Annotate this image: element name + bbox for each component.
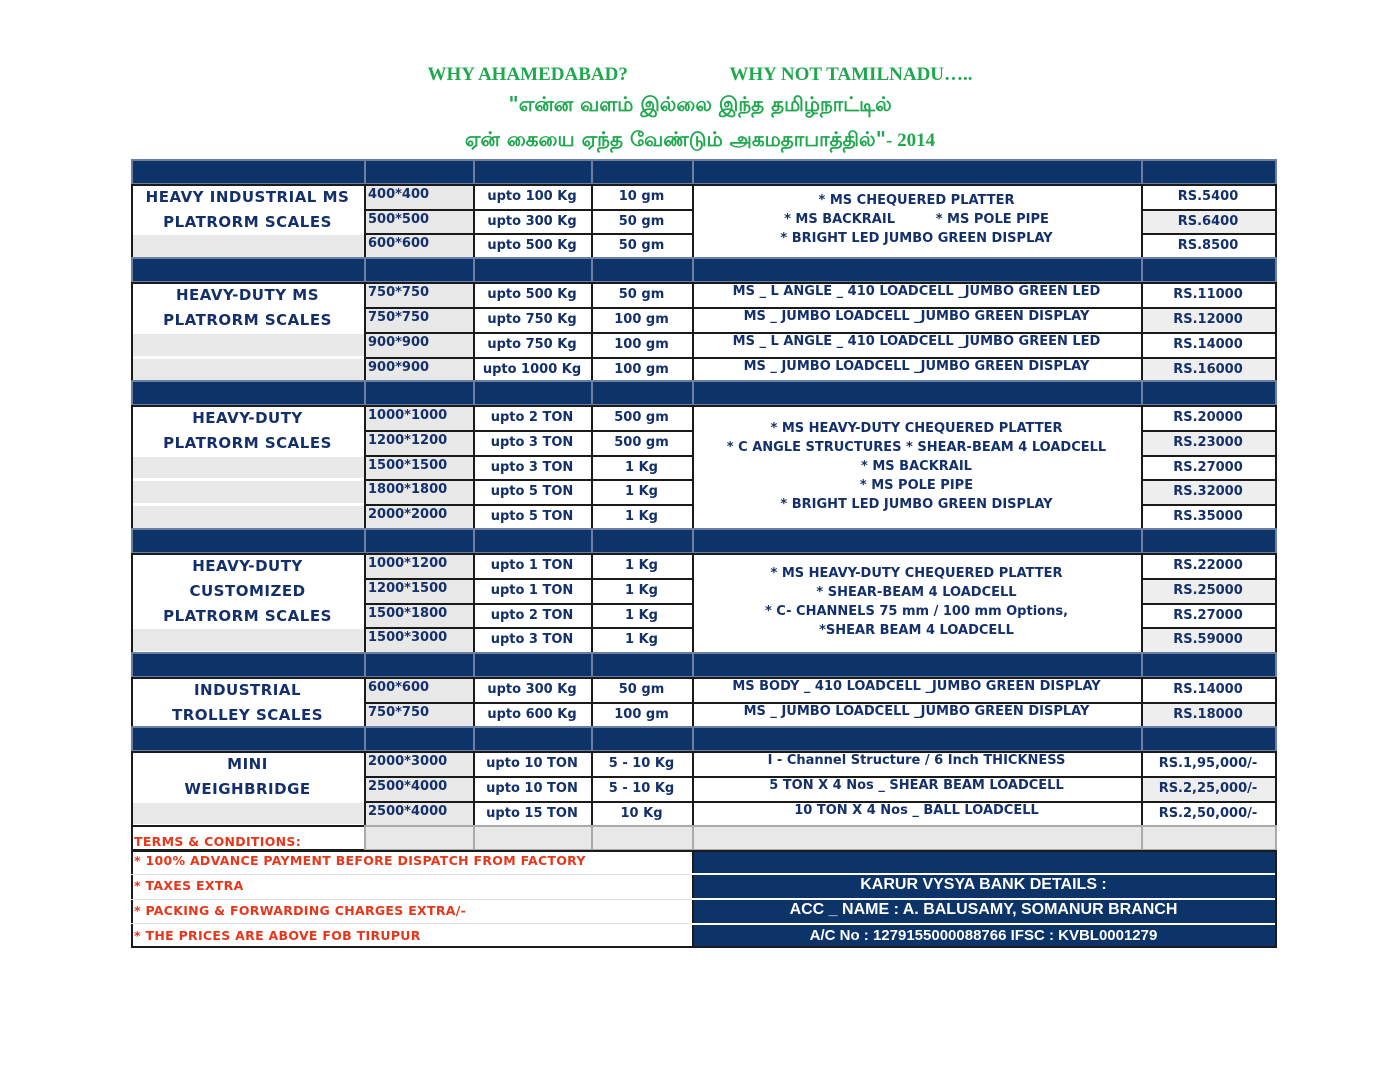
name-filler bbox=[133, 334, 364, 356]
separator-band bbox=[131, 726, 366, 752]
separator-band bbox=[131, 380, 366, 406]
price-value: RS.8500 bbox=[1177, 238, 1239, 253]
separator-band bbox=[1141, 726, 1277, 752]
price-value: RS.6400 bbox=[1177, 213, 1239, 229]
price-value: RS.27000 bbox=[1173, 459, 1243, 475]
capacity-value: upto 15 TON bbox=[486, 805, 578, 821]
feature-value: MS _ L ANGLE _ 410 LOADCELL _JUMBO GREEN LED bbox=[732, 284, 1101, 299]
terms-divider bbox=[131, 899, 692, 900]
accuracy-value: 1 Kg bbox=[625, 484, 658, 500]
feature-line: * MS BACKRAIL * MS POLE PIPE bbox=[784, 212, 1049, 228]
name-filler bbox=[133, 457, 364, 479]
capacity-value: upto 500 Kg bbox=[487, 238, 577, 253]
price-value: RS.25000 bbox=[1173, 582, 1243, 598]
price-value: RS.5400 bbox=[1177, 189, 1239, 204]
feature-line: * C- CHANNELS 75 mm / 100 mm Options, bbox=[764, 603, 1069, 619]
accuracy-value: 1 Kg bbox=[625, 459, 658, 475]
section-name-line: CUSTOMIZED bbox=[189, 581, 306, 600]
separator-band bbox=[692, 726, 1143, 752]
year-label: - 2014 bbox=[886, 130, 936, 151]
header-english bbox=[0, 64, 1400, 86]
separator-band bbox=[591, 257, 694, 283]
size-value: 900*900 bbox=[368, 335, 430, 350]
price-value: RS.11000 bbox=[1173, 287, 1243, 302]
size-value: 1200*1200 bbox=[368, 432, 448, 448]
price-value: RS.22000 bbox=[1173, 558, 1243, 573]
separator-band bbox=[364, 652, 475, 678]
separator-band bbox=[364, 257, 475, 283]
capacity-value: upto 100 Kg bbox=[487, 189, 577, 204]
price-value: RS.27000 bbox=[1173, 607, 1243, 623]
separator-band bbox=[473, 652, 593, 678]
feature-value: MS _ JUMBO LOADCELL _JUMBO GREEN DISPLAY bbox=[743, 359, 1090, 374]
section-name-line: HEAVY-DUTY bbox=[192, 557, 303, 575]
accuracy-value: 1 Kg bbox=[625, 558, 658, 573]
feature-line: * MS BACKRAIL bbox=[861, 458, 972, 474]
capacity-value: upto 300 Kg bbox=[487, 213, 577, 229]
feature-line: * MS HEAVY-DUTY CHEQUERED PLATTER bbox=[770, 420, 1063, 436]
size-value: 2000*2000 bbox=[368, 507, 448, 523]
size-value: 400*400 bbox=[368, 187, 430, 202]
separator-band bbox=[364, 159, 475, 185]
size-value: 1000*1200 bbox=[368, 556, 448, 571]
name-filler bbox=[133, 506, 364, 528]
accuracy-value: 100 gm bbox=[614, 362, 669, 377]
term-4: * THE PRICES ARE ABOVE FOB TIRUPUR bbox=[134, 928, 421, 943]
size-value: 600*600 bbox=[368, 236, 430, 251]
capacity-value: upto 5 TON bbox=[490, 484, 574, 500]
accuracy-value: 100 gm bbox=[614, 312, 669, 327]
section-name-line: HEAVY-DUTY MS bbox=[175, 286, 320, 304]
bank-account-no: A/C No : 1279155000088766 IFSC : KVBL0001279 bbox=[809, 927, 1158, 944]
section-name-line: PLATRORM SCALES bbox=[163, 212, 332, 231]
feature-value: MS BODY _ 410 LOADCELL _JUMBO GREEN DISPLAY bbox=[732, 679, 1101, 694]
accuracy-value: 50 gm bbox=[618, 682, 665, 697]
capacity-value: upto 2 TON bbox=[490, 410, 574, 425]
terms-title: TERMS & CONDITIONS: bbox=[134, 834, 301, 849]
section-name-line: WEIGHBRIDGE bbox=[184, 779, 311, 798]
terms-grey-cell bbox=[473, 825, 593, 851]
separator-band bbox=[1141, 257, 1277, 283]
separator-band bbox=[364, 726, 475, 752]
section-name-line: MINI bbox=[227, 755, 268, 773]
section-name-line: HEAVY-DUTY bbox=[192, 409, 303, 427]
capacity-value: upto 750 Kg bbox=[487, 312, 577, 327]
separator-band bbox=[131, 528, 366, 554]
accuracy-value: 100 gm bbox=[614, 337, 669, 352]
accuracy-value: 1 Kg bbox=[625, 607, 658, 623]
accuracy-value: 500 gm bbox=[614, 410, 669, 425]
price-value: RS.35000 bbox=[1173, 509, 1243, 525]
size-value: 750*750 bbox=[368, 704, 430, 720]
why-ahmedabad: WHY AHAMEDABAD? bbox=[427, 64, 628, 85]
separator-band bbox=[131, 652, 366, 678]
separator-band bbox=[364, 380, 475, 406]
feature-value: MS _ JUMBO LOADCELL _JUMBO GREEN DISPLAY bbox=[743, 309, 1090, 324]
terms-grey-cell bbox=[591, 825, 694, 851]
name-filler bbox=[133, 629, 364, 651]
bank-title: KARUR VYSYA BANK DETAILS : bbox=[860, 876, 1107, 893]
separator-band bbox=[1141, 159, 1277, 185]
price-value: RS.12000 bbox=[1173, 312, 1243, 327]
capacity-value: upto 3 TON bbox=[490, 434, 574, 450]
accuracy-value: 5 - 10 Kg bbox=[608, 756, 675, 771]
separator-band bbox=[591, 380, 694, 406]
feature-line: * MS HEAVY-DUTY CHEQUERED PLATTER bbox=[770, 565, 1063, 581]
accuracy-value: 1 Kg bbox=[625, 582, 658, 598]
capacity-value: upto 10 TON bbox=[486, 780, 578, 796]
price-value: RS.1,95,000/- bbox=[1158, 756, 1258, 771]
section-name-line: INDUSTRIAL bbox=[193, 681, 302, 699]
bank-divider bbox=[692, 898, 1275, 900]
separator-band bbox=[364, 528, 475, 554]
separator-band bbox=[692, 652, 1143, 678]
size-value: 500*500 bbox=[368, 211, 430, 227]
price-value: RS.2,50,000/- bbox=[1158, 805, 1258, 821]
size-value: 2500*4000 bbox=[368, 803, 448, 819]
section-name-line: PLATRORM SCALES bbox=[163, 433, 332, 452]
separator-band bbox=[591, 652, 694, 678]
size-value: 900*900 bbox=[368, 360, 430, 375]
feature-value: 5 TON X 4 Nos _ SHEAR BEAM LOADCELL bbox=[769, 777, 1064, 793]
size-value: 2000*3000 bbox=[368, 754, 448, 769]
terms-grey-cell bbox=[692, 825, 1143, 851]
tamil-line-1: "என்ன வளம் இல்லை இந்த தமிழ்நாட்டில் bbox=[508, 92, 892, 116]
name-filler bbox=[133, 235, 364, 257]
name-filler bbox=[133, 803, 364, 825]
section-name-line: PLATRORM SCALES bbox=[163, 606, 332, 625]
accuracy-value: 1 Kg bbox=[625, 509, 658, 525]
capacity-value: upto 2 TON bbox=[490, 607, 574, 623]
size-value: 1000*1000 bbox=[368, 408, 448, 423]
separator-band bbox=[591, 159, 694, 185]
term-3: * PACKING & FORWARDING CHARGES EXTRA/- bbox=[134, 903, 467, 918]
separator-band bbox=[131, 257, 366, 283]
capacity-value: upto 5 TON bbox=[490, 509, 574, 525]
tamil-line-2 bbox=[0, 127, 1400, 154]
accuracy-value: 5 - 10 Kg bbox=[608, 780, 675, 796]
separator-band bbox=[131, 159, 366, 185]
feature-line: * MS POLE PIPE bbox=[859, 477, 974, 493]
feature-value: MS _ JUMBO LOADCELL _JUMBO GREEN DISPLAY bbox=[743, 703, 1090, 719]
accuracy-value: 10 Kg bbox=[620, 805, 663, 821]
feature-line: * C ANGLE STRUCTURES * SHEAR-BEAM 4 LOADCELL bbox=[726, 439, 1107, 455]
feature-value: I - Channel Structure / 6 Inch THICKNESS bbox=[767, 753, 1066, 768]
term-2: * TAXES EXTRA bbox=[134, 878, 244, 893]
capacity-value: upto 3 TON bbox=[490, 632, 574, 648]
terms-divider bbox=[131, 923, 692, 924]
separator-band bbox=[1141, 380, 1277, 406]
price-value: RS.18000 bbox=[1173, 706, 1243, 722]
section-name-line: TROLLEY SCALES bbox=[171, 705, 323, 724]
size-value: 750*750 bbox=[368, 285, 430, 300]
separator-band bbox=[692, 380, 1143, 406]
price-value: RS.2,25,000/- bbox=[1158, 780, 1258, 796]
separator-band bbox=[473, 726, 593, 752]
capacity-value: upto 500 Kg bbox=[487, 287, 577, 302]
separator-band bbox=[692, 528, 1143, 554]
terms-grey-cell bbox=[1141, 825, 1277, 851]
feature-line: * SHEAR-BEAM 4 LOADCELL bbox=[816, 584, 1017, 600]
feature-value: 10 TON X 4 Nos _ BALL LOADCELL bbox=[794, 802, 1039, 818]
separator-band bbox=[692, 257, 1143, 283]
capacity-value: upto 1000 Kg bbox=[482, 362, 582, 377]
accuracy-value: 50 gm bbox=[618, 238, 665, 253]
accuracy-value: 10 gm bbox=[618, 189, 665, 204]
capacity-value: upto 10 TON bbox=[486, 756, 578, 771]
size-value: 1200*1500 bbox=[368, 580, 448, 596]
section-name-line: HEAVY INDUSTRIAL MS bbox=[145, 188, 350, 206]
section-name-line: PLATRORM SCALES bbox=[163, 311, 332, 329]
price-value: RS.59000 bbox=[1173, 632, 1243, 648]
size-value: 750*750 bbox=[368, 310, 430, 325]
separator-band bbox=[473, 528, 593, 554]
price-value: RS.14000 bbox=[1173, 337, 1243, 352]
terms-grey-cell bbox=[364, 825, 475, 851]
separator-band bbox=[692, 159, 1143, 185]
capacity-value: upto 1 TON bbox=[490, 582, 574, 598]
feature-line: *SHEAR BEAM 4 LOADCELL bbox=[819, 622, 1014, 638]
name-filler bbox=[133, 359, 364, 381]
price-value: RS.23000 bbox=[1173, 434, 1243, 450]
price-value: RS.32000 bbox=[1173, 484, 1243, 500]
separator-band bbox=[1141, 528, 1277, 554]
tamil-line-2-text: ஏன் கையை ஏந்த வேண்டும் அகமதாபாத்தில்" bbox=[464, 127, 887, 151]
feature-line: * BRIGHT LED JUMBO GREEN DISPLAY bbox=[780, 231, 1053, 247]
price-value: RS.16000 bbox=[1173, 362, 1243, 377]
feature-value: MS _ L ANGLE _ 410 LOADCELL _JUMBO GREEN LED bbox=[732, 334, 1101, 349]
accuracy-value: 100 gm bbox=[614, 706, 669, 722]
size-value: 2500*4000 bbox=[368, 778, 448, 794]
why-not-tamilnadu: WHY NOT TAMILNADU….. bbox=[729, 64, 973, 85]
size-value: 1800*1800 bbox=[368, 482, 448, 498]
capacity-value: upto 1 TON bbox=[490, 558, 574, 573]
capacity-value: upto 3 TON bbox=[490, 459, 574, 475]
terms-divider bbox=[131, 874, 692, 875]
size-value: 600*600 bbox=[368, 680, 430, 695]
accuracy-value: 50 gm bbox=[618, 213, 665, 229]
capacity-value: upto 600 Kg bbox=[487, 706, 577, 722]
feature-line: * MS CHEQUERED PLATTER bbox=[818, 193, 1015, 209]
separator-band bbox=[591, 726, 694, 752]
accuracy-value: 50 gm bbox=[618, 287, 665, 302]
price-value: RS.14000 bbox=[1173, 682, 1243, 697]
term-1: * 100% ADVANCE PAYMENT BEFORE DISPATCH FROM FACTORY bbox=[134, 853, 586, 868]
name-filler bbox=[133, 481, 364, 503]
bank-account-name: ACC _ NAME : A. BALUSAMY, SOMANUR BRANCH bbox=[789, 901, 1178, 918]
capacity-value: upto 300 Kg bbox=[487, 682, 577, 697]
size-value: 1500*3000 bbox=[368, 630, 448, 646]
separator-band bbox=[473, 159, 593, 185]
feature-line: * BRIGHT LED JUMBO GREEN DISPLAY bbox=[780, 496, 1053, 512]
separator-band bbox=[1141, 652, 1277, 678]
separator-band bbox=[473, 257, 593, 283]
bank-divider bbox=[692, 923, 1275, 925]
accuracy-value: 1 Kg bbox=[625, 632, 658, 648]
size-value: 1500*1500 bbox=[368, 457, 448, 473]
price-value: RS.20000 bbox=[1173, 410, 1243, 425]
bank-divider bbox=[692, 873, 1275, 875]
separator-band bbox=[591, 528, 694, 554]
size-value: 1500*1800 bbox=[368, 605, 448, 621]
separator-band bbox=[473, 380, 593, 406]
accuracy-value: 500 gm bbox=[614, 434, 669, 450]
capacity-value: upto 750 Kg bbox=[487, 337, 577, 352]
